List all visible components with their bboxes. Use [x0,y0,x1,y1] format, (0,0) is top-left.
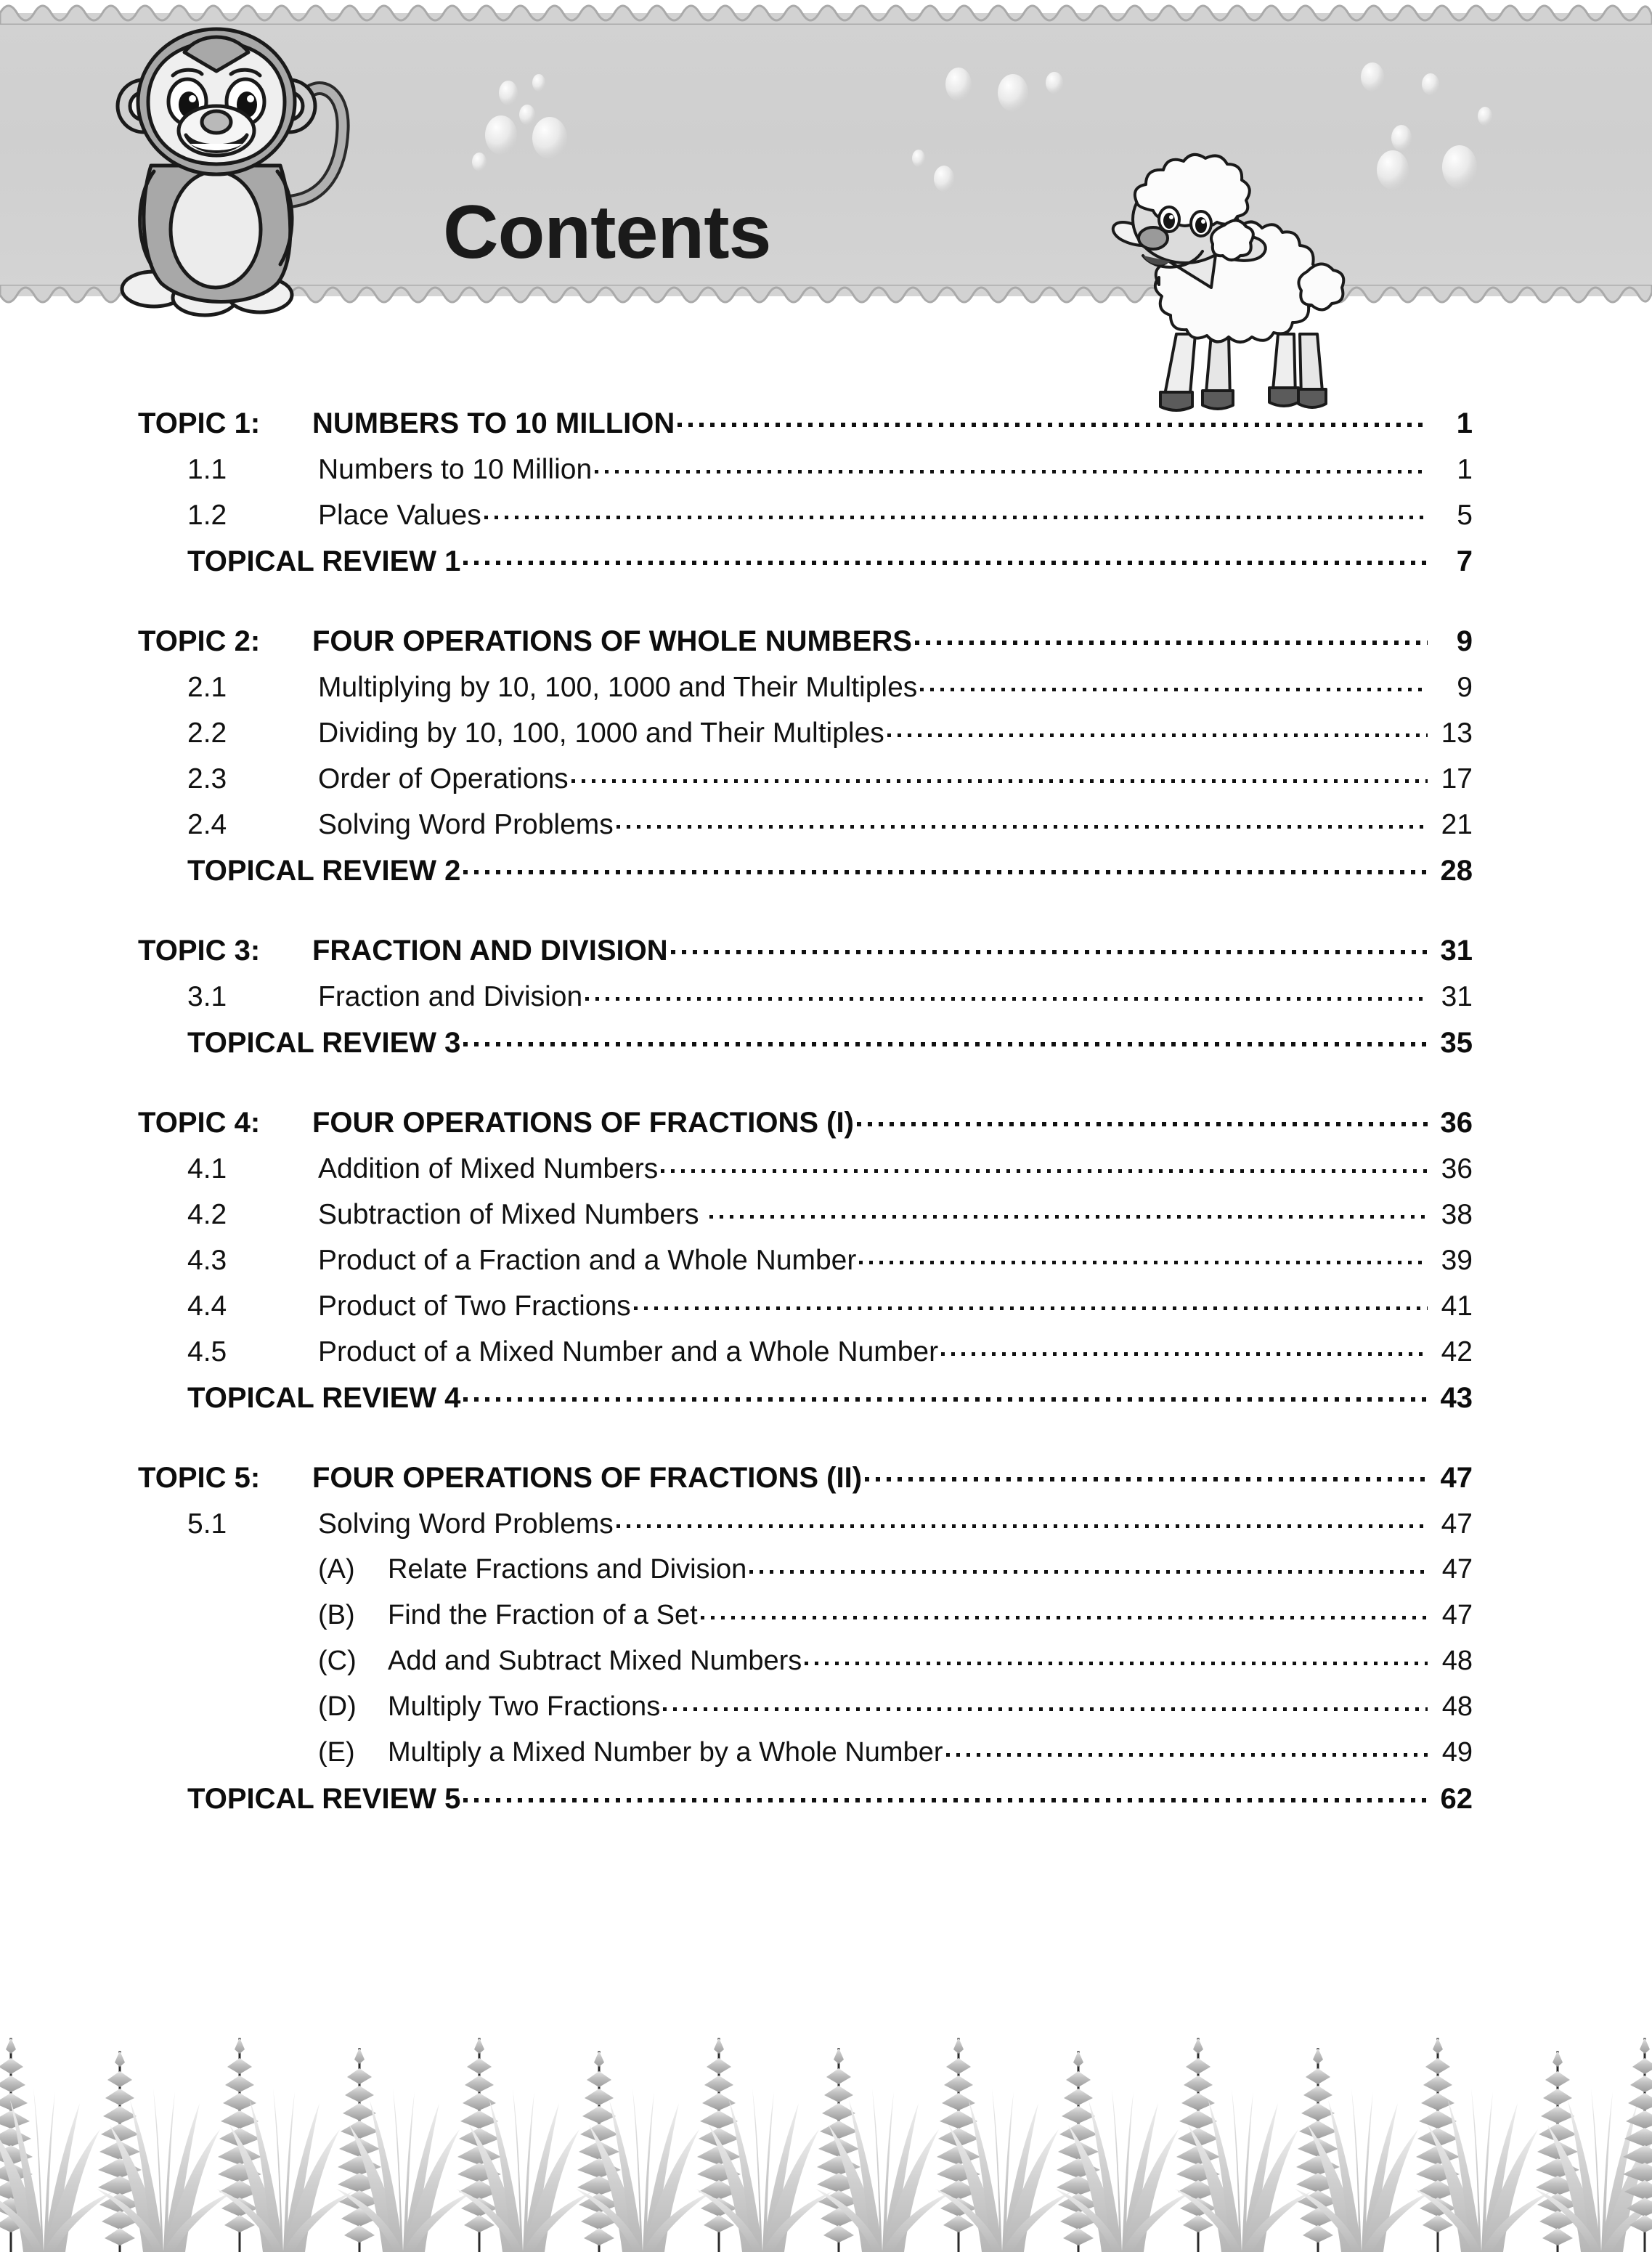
toc-review-row[interactable] [138,1378,1473,1425]
item-title: Multiply Two Fractions [388,1691,661,1722]
dot-leader [595,450,1428,479]
toc-subsection-row[interactable] [138,450,1473,496]
section-title: Fraction and Division [318,981,583,1012]
section-number: 4.2 [187,1199,227,1230]
dot-leader [617,1505,1428,1533]
page-number: 13 [1441,718,1473,749]
page-number: 7 [1456,545,1473,577]
section-number: 3.1 [187,981,227,1012]
toc-item-row[interactable] [138,1688,1473,1733]
topic-title: FRACTION AND DIVISION [312,935,668,967]
toc-subsection-row[interactable] [138,1333,1473,1378]
page-number: 47 [1441,1508,1473,1540]
toc-topic-row[interactable] [138,622,1473,668]
item-title: Relate Fractions and Division [388,1554,747,1585]
dot-leader [671,931,1428,960]
dot-leader [484,496,1428,524]
toc-subsection-row[interactable] [138,1241,1473,1287]
section-title: Multiplying by 10, 100, 1000 and Their Multiples [318,672,918,703]
dot-leader [463,542,1428,571]
monkey-icon [109,20,392,354]
page-number: 43 [1440,1382,1473,1414]
dot-leader [701,1596,1428,1624]
page-number: 41 [1441,1290,1473,1322]
toc-block [0,931,1652,1070]
page-number: 5 [1457,500,1473,531]
review-title: TOPICAL REVIEW 4 [187,1382,461,1414]
dot-leader [463,1378,1428,1407]
toc-review-row[interactable] [138,1779,1473,1826]
topic-label: TOPIC 5: [138,1462,261,1494]
toc-subsection-row[interactable] [138,496,1473,542]
toc-subsection-row[interactable] [138,1505,1473,1550]
toc-item-row[interactable] [138,1642,1473,1688]
section-number: 2.3 [187,763,227,794]
item-title: Find the Fraction of a Set [388,1600,698,1630]
toc-subsection-row[interactable] [138,1287,1473,1333]
section-title: Product of a Fraction and a Whole Number [318,1245,857,1276]
page-number: 31 [1440,935,1473,967]
toc-subsection-row[interactable] [138,714,1473,760]
section-title: Numbers to 10 Million [318,454,593,485]
topic-title: NUMBERS TO 10 MILLION [312,407,675,439]
item-letter: (D) [318,1691,357,1722]
topic-title: FOUR OPERATIONS OF FRACTIONS (I) [312,1107,854,1139]
page-number: 62 [1440,1783,1473,1815]
item-letter: (C) [318,1646,357,1676]
section-title: Dividing by 10, 100, 1000 and Their Multiples [318,718,884,749]
section-number: 2.1 [187,672,227,703]
dot-leader [920,668,1428,696]
toc-block [0,404,1652,588]
dot-leader [941,1333,1428,1361]
dot-leader [463,851,1428,880]
dot-leader [859,1241,1428,1269]
review-title: TOPICAL REVIEW 2 [187,855,461,887]
item-letter: (B) [318,1600,355,1630]
section-number: 2.4 [187,809,227,840]
toc-block [0,622,1652,898]
toc-review-row[interactable] [138,542,1473,588]
section-title: Solving Word Problems [318,809,614,840]
page-number: 35 [1440,1027,1473,1059]
page-number: 28 [1440,855,1473,887]
page-number: 17 [1441,763,1473,794]
lamb-icon [1067,116,1351,421]
item-title: Multiply a Mixed Number by a Whole Number [388,1737,943,1768]
toc-item-row[interactable] [138,1733,1473,1779]
dot-leader [585,977,1428,1006]
section-number: 4.3 [187,1245,227,1276]
section-title: Product of a Mixed Number and a Whole Number [318,1336,939,1367]
toc-item-row[interactable] [138,1596,1473,1642]
page-number: 47 [1441,1600,1473,1630]
dot-leader [463,1779,1428,1808]
topic-title: FOUR OPERATIONS OF WHOLE NUMBERS [312,625,912,657]
section-number: 2.2 [187,718,227,749]
toc-topic-row[interactable] [138,1458,1473,1505]
page-number: 1 [1456,407,1473,439]
dot-leader [857,1103,1428,1132]
section-number: 5.1 [187,1508,227,1540]
section-number: 1.2 [187,500,227,531]
dot-leader [946,1733,1428,1761]
section-number: 4.5 [187,1336,227,1367]
dot-leader [805,1642,1428,1670]
page-number: 48 [1441,1691,1473,1722]
toc-subsection-row[interactable] [138,668,1473,714]
item-letter: (E) [318,1737,355,1768]
topic-label: TOPIC 1: [138,407,261,439]
page-number: 21 [1441,809,1473,840]
toc-block [0,1103,1652,1425]
page-number: 47 [1440,1462,1473,1494]
toc-item-row[interactable] [138,1550,1473,1596]
topic-label: TOPIC 3: [138,935,261,967]
page-number: 39 [1441,1245,1473,1276]
toc-topic-row[interactable] [138,404,1473,450]
grass-border-icon [0,2016,1652,2252]
toc-topic-row[interactable] [138,931,1473,977]
section-title: Subtraction of Mixed Numbers [318,1199,707,1230]
dot-leader [661,1150,1428,1178]
item-title: Add and Subtract Mixed Numbers [388,1646,802,1676]
dot-leader [915,622,1428,651]
section-number: 4.4 [187,1290,227,1322]
section-title: Place Values [318,500,481,531]
page-number: 31 [1441,981,1473,1012]
section-title: Addition of Mixed Numbers [318,1153,659,1184]
dot-leader [678,404,1428,433]
page-title: Contents [443,190,771,275]
page-number: 49 [1441,1737,1473,1768]
dot-leader [887,714,1428,742]
dot-leader [865,1458,1428,1487]
review-title: TOPICAL REVIEW 3 [187,1027,461,1059]
header-banner [0,0,1652,312]
page-number: 36 [1440,1107,1473,1139]
page-number: 48 [1441,1646,1473,1676]
toc-subsection-row[interactable] [138,805,1473,851]
topic-label: TOPIC 4: [138,1107,261,1139]
dot-leader [463,1023,1428,1052]
toc-subsection-row[interactable] [138,1195,1473,1241]
dot-leader [709,1195,1428,1224]
section-number: 1.1 [187,454,227,485]
topic-title: FOUR OPERATIONS OF FRACTIONS (II) [312,1462,863,1494]
section-title: Solving Word Problems [318,1508,614,1540]
page-number: 42 [1441,1336,1473,1367]
table-of-contents [0,404,1652,1826]
item-letter: (A) [318,1554,355,1585]
section-number: 4.1 [187,1153,227,1184]
toc-review-row[interactable] [138,851,1473,898]
section-title: Order of Operations [318,763,569,794]
dot-leader [571,760,1428,788]
page-number: 47 [1441,1554,1473,1585]
dot-leader [749,1550,1428,1578]
dot-leader [617,805,1428,834]
toc-subsection-row[interactable] [138,977,1473,1023]
page-number: 38 [1441,1199,1473,1230]
dot-leader [634,1287,1428,1315]
page-number: 9 [1457,672,1473,703]
section-title: Product of Two Fractions [318,1290,631,1322]
topic-label: TOPIC 2: [138,625,261,657]
dot-leader [663,1688,1428,1715]
toc-subsection-row[interactable] [138,1150,1473,1195]
toc-block [0,1458,1652,1826]
page-number: 1 [1457,454,1473,485]
page-number: 36 [1441,1153,1473,1184]
grass-repeat-group [0,2038,1652,2252]
review-title: TOPICAL REVIEW 5 [187,1783,461,1815]
toc-subsection-row[interactable] [138,760,1473,805]
page-number: 9 [1456,625,1473,657]
toc-review-row[interactable] [138,1023,1473,1070]
toc-topic-row[interactable] [138,1103,1473,1150]
review-title: TOPICAL REVIEW 1 [187,545,461,577]
